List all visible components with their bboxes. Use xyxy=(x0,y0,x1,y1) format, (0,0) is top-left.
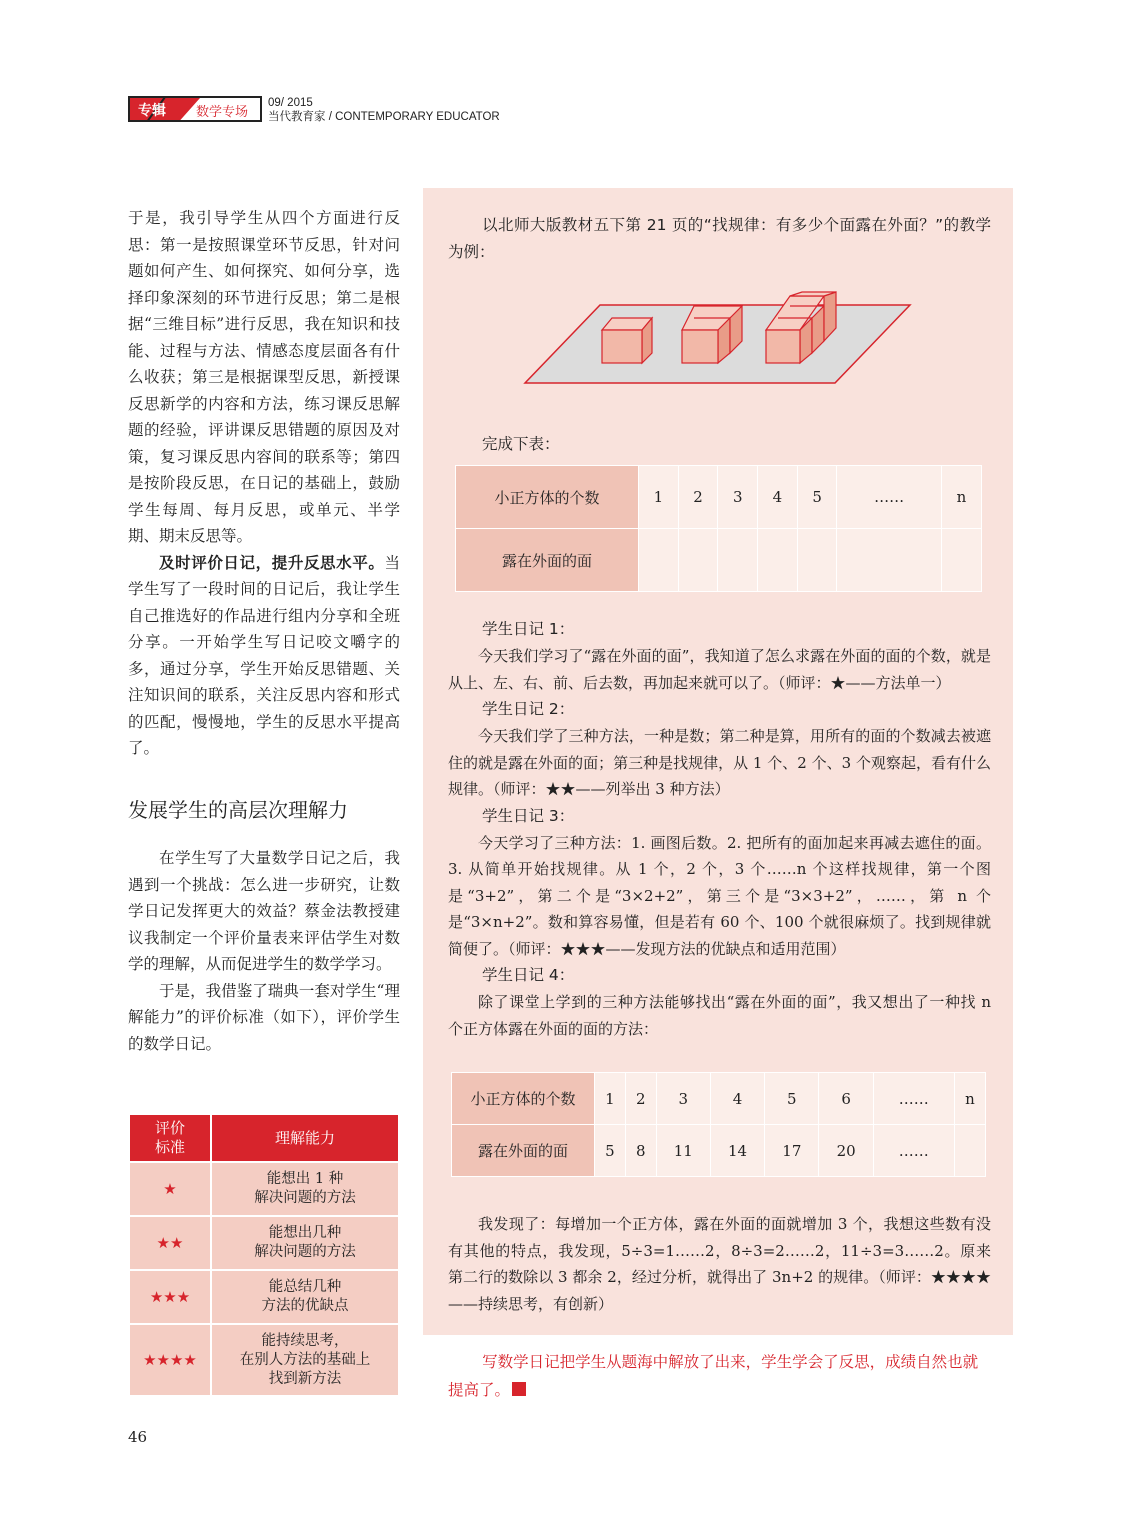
table-row xyxy=(129,1324,399,1396)
table-cell: 3 xyxy=(718,466,758,529)
table-cell: …… xyxy=(873,1125,954,1177)
table-cell xyxy=(678,529,718,592)
table-row xyxy=(129,1162,399,1216)
table-cell xyxy=(837,529,941,592)
section-label: 专辑 xyxy=(138,103,166,119)
paragraph xyxy=(128,550,400,762)
row-label: 小正方体的个数 xyxy=(452,1073,595,1125)
table-row xyxy=(456,529,982,592)
row-label: 露在外面的面 xyxy=(452,1125,595,1177)
blank-table xyxy=(455,465,982,592)
table-cell: 1 xyxy=(639,466,679,529)
student-diaries xyxy=(448,616,991,1042)
example-intro: 以北师大版教材五下第 21 页的“找规律：有多少个面露在外面？”的教学为例： xyxy=(448,216,991,261)
journal-name: 当代教育家 / CONTEMPORARY EDUCATOR xyxy=(268,111,500,123)
section-heading: 发展学生的高层次理解力 xyxy=(128,798,348,822)
table-cell: …… xyxy=(873,1073,954,1125)
diary-title: 学生日记 1： xyxy=(482,620,575,638)
table-cell xyxy=(639,529,679,592)
diary-text: 今天我们学习了“露在外面的面”，我知道了怎么求露在外面的面的个数，就是从上、左、右、前、后去数，再加起来就可以了。（师评：★——方法单一） xyxy=(448,647,991,692)
diary-title: 学生日记 2： xyxy=(482,700,575,718)
ability-description: 能持续思考， 在别人方法的基础上 找到新方法 xyxy=(211,1324,399,1396)
star-rating: ★★★ xyxy=(129,1270,211,1324)
table-cell: 6 xyxy=(819,1073,873,1125)
paragraph-body: 当学生写了一段时间的日记后，我让学生自己推选好的作品进行组内分享和全班分享。一开始学生写日记咬文嚼字的多，通过分享，学生开始反思错题、关注知识间的联系，关注反思内容和形式的匹配，慢慢地，学生的反思水平提高了。 xyxy=(128,553,400,757)
ability-description: 能想出 1 种 解决问题的方法 xyxy=(211,1162,399,1216)
left-column-upper xyxy=(128,205,400,762)
issue-date: 09/ 2015 xyxy=(268,97,313,109)
star-rating: ★★★★ xyxy=(129,1324,211,1396)
table-row xyxy=(129,1270,399,1324)
diary-title: 学生日记 3： xyxy=(482,806,575,825)
table-cell: 5 xyxy=(797,466,837,529)
conclusion xyxy=(448,1348,991,1404)
table-header-row xyxy=(129,1114,399,1162)
table-cell: n xyxy=(954,1073,985,1125)
table-cell xyxy=(758,529,798,592)
table-cell: 8 xyxy=(625,1125,656,1177)
cube-illustration xyxy=(520,288,920,388)
cube-stack-1 xyxy=(602,318,652,363)
table-cell: 17 xyxy=(765,1125,819,1177)
row-label: 露在外面的面 xyxy=(456,529,639,592)
table-cell: 20 xyxy=(819,1125,873,1177)
table-cell: 5 xyxy=(765,1073,819,1125)
pattern-table xyxy=(451,1072,986,1177)
evaluation-table xyxy=(128,1113,400,1397)
star-rating: ★★ xyxy=(129,1216,211,1270)
table-cell xyxy=(941,529,981,592)
section-tag xyxy=(128,96,262,122)
row-label: 小正方体的个数 xyxy=(456,466,639,529)
conclusion-text: 写数学日记把学生从题海中解放了出来，学生学会了反思，成绩自然也就提高了。 xyxy=(448,1353,979,1399)
table-cell: 3 xyxy=(656,1073,710,1125)
table-cell: 1 xyxy=(595,1073,626,1125)
table-row xyxy=(452,1073,986,1125)
table-cell: 14 xyxy=(710,1125,764,1177)
table-row xyxy=(129,1216,399,1270)
table-cell xyxy=(954,1125,985,1177)
topic-label: 数学专场 xyxy=(196,105,249,120)
table-row xyxy=(452,1125,986,1177)
table-cell: 2 xyxy=(625,1073,656,1125)
table-cell: 5 xyxy=(595,1125,626,1177)
diary-text: 今天学习了三种方法：1. 画图后数。2. 把所有的面加起来再减去遮住的面。3. 从简单开始找规律。从 1 个，2 个，3 个……n 个这样找规律，第一个图是“3+2”，第二个是“3×2+2”，第三个是“3×3+2”，……，第 n 个是“3×n+2”。数和算容易懂，但是若有 60 个、100 个就很麻烦了。找到规律就简便了。（师评：★★★——发现方法的优缺点和适用范围） xyxy=(448,833,991,958)
table-cell: 4 xyxy=(710,1073,764,1125)
left-column-lower xyxy=(128,845,400,1057)
paragraph: 于是，我引导学生从四个方面进行反思：第一是按照课堂环节反思，针对问题如何产生、如何探究、如何分享，选择印象深刻的环节进行反思；第二是根据“三维目标”进行反思，我在知识和技能、过程与方法、情感态度层面各有什么收获；第三是根据课型反思，新授课反思新学的内容和方法，练习课反思解题的经验，评讲课反思错题的原因及对策，复习课反思内容间的联系等；第四是按阶段反思，在日记的基础上，鼓励学生每周、每月反思，或单元、半学期、期末反思等。 xyxy=(128,209,400,545)
table-cell: n xyxy=(941,466,981,529)
ability-description: 能想出几种 解决问题的方法 xyxy=(211,1216,399,1270)
end-mark-icon xyxy=(512,1382,526,1396)
table-cell: …… xyxy=(837,466,941,529)
diary-text: 除了课堂上学到的三种方法能够找出“露在外面的面”，我又想出了一种找 n 个正方体露在外面的面的方法： xyxy=(448,993,991,1038)
table-cell: 4 xyxy=(758,466,798,529)
table-prompt: 完成下表： xyxy=(482,435,560,453)
journal-meta xyxy=(268,96,500,124)
star-rating: ★ xyxy=(129,1162,211,1216)
paragraph-lead: 及时评价日记，提升反思水平。 xyxy=(159,552,385,572)
table-cell: 11 xyxy=(656,1125,710,1177)
page-number: 46 xyxy=(128,1428,148,1446)
table-row xyxy=(456,466,982,529)
finding-paragraph: 我发现了：每增加一个正方体，露在外面的面就增加 3 个，我想这些数有没有其他的特点，我发现，5÷3=1……2，8÷3=2……2，11÷3=3……2。原来第二行的数除以 3 都余 2，经过分析，就得出了 3n+2 的规律。（师评：★★★★——持续思考，有创新） xyxy=(448,1215,991,1313)
table-cell xyxy=(797,529,837,592)
diary-title: 学生日记 4： xyxy=(482,966,575,984)
column-header-ability: 理解能力 xyxy=(211,1114,399,1162)
ability-description: 能总结几种 方法的优缺点 xyxy=(211,1270,399,1324)
column-header-criteria: 评价 标准 xyxy=(129,1114,211,1162)
table-cell: 2 xyxy=(678,466,718,529)
paragraph: 在学生写了大量数学日记之后，我遇到一个挑战：怎么进一步研究，让数学日记发挥更大的效益？蔡金法教授建议我制定一个评价量表来评估学生对数学的理解，从而促进学生的数学学习。 xyxy=(128,849,400,973)
table-cell xyxy=(718,529,758,592)
diary-text: 今天我们学了三种方法，一种是数；第二种是算，用所有的面的个数减去被遮住的就是露在外面的面；第三种是找规律，从 1 个、2 个、3 个观察起，看有什么规律。（师评：★★——列举出 3 种方法） xyxy=(448,727,991,798)
finding-text xyxy=(448,1211,991,1317)
paragraph: 于是，我借鉴了瑞典一套对学生“理解能力”的评价标准（如下），评价学生的数学日记。 xyxy=(128,981,400,1053)
